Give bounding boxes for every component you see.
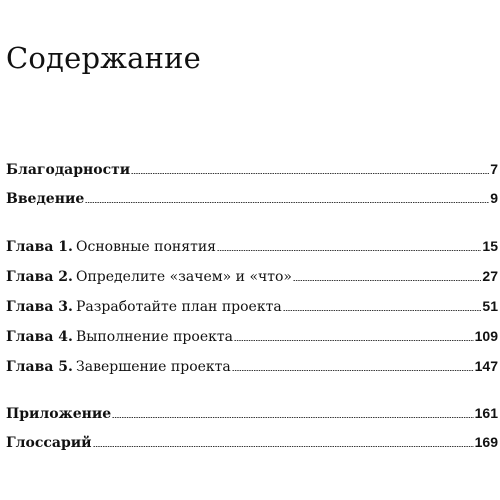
toc-entry-page-number: 109	[474, 328, 498, 344]
toc-entry-chapter-1[interactable]	[6, 236, 498, 256]
toc-entry-appendix[interactable]	[6, 403, 498, 423]
chapter-number: Глава 4.	[6, 329, 73, 345]
toc-entry-page-number: 9	[490, 190, 498, 206]
chapter-number: Глава 2.	[6, 269, 73, 285]
dot-leader	[131, 173, 489, 174]
dot-leader	[293, 280, 481, 281]
toc-entry-acknowledgements[interactable]	[6, 159, 498, 179]
chapter-title: Определите «зачем» и «что»	[76, 269, 293, 285]
toc-entry-chapter-5[interactable]	[6, 356, 498, 376]
toc-entry-page-number: 15	[482, 238, 498, 254]
chapter-title: Выполнение проекта	[76, 329, 233, 345]
toc-entry-chapter-2[interactable]	[6, 266, 498, 286]
dot-leader	[232, 370, 474, 371]
dot-leader	[234, 340, 474, 341]
toc-entry-label: Введение	[6, 191, 85, 207]
toc-entry-label: Приложение	[6, 406, 112, 422]
toc-entry-label: Глоссарий	[6, 435, 92, 451]
toc-entry-page-number: 161	[474, 405, 498, 421]
toc-entry-introduction[interactable]	[6, 188, 498, 208]
toc-entry-page-number: 7	[490, 161, 498, 177]
toc-entry-page-number: 51	[482, 298, 498, 314]
chapter-number: Глава 5.	[6, 359, 73, 375]
toc-entry-page-number: 147	[474, 358, 498, 374]
toc-entry-chapter-3[interactable]	[6, 296, 498, 316]
dot-leader	[283, 310, 482, 311]
dot-leader	[93, 446, 474, 447]
toc-entry-label: Благодарности	[6, 162, 131, 178]
chapter-title: Основные понятия	[76, 239, 216, 255]
chapter-title: Разработайте план проекта	[76, 299, 282, 315]
toc-entry-glossary[interactable]	[6, 432, 498, 452]
dot-leader	[112, 417, 473, 418]
page-title: Содержание	[6, 41, 202, 75]
dot-leader	[217, 250, 481, 251]
toc-entry-chapter-4[interactable]	[6, 326, 498, 346]
toc-entry-page-number: 27	[482, 268, 498, 284]
chapter-number: Глава 3.	[6, 299, 73, 315]
toc-entry-page-number: 169	[474, 434, 498, 450]
chapter-title: Завершение проекта	[76, 359, 231, 375]
chapter-number: Глава 1.	[6, 239, 73, 255]
dot-leader	[85, 202, 489, 203]
